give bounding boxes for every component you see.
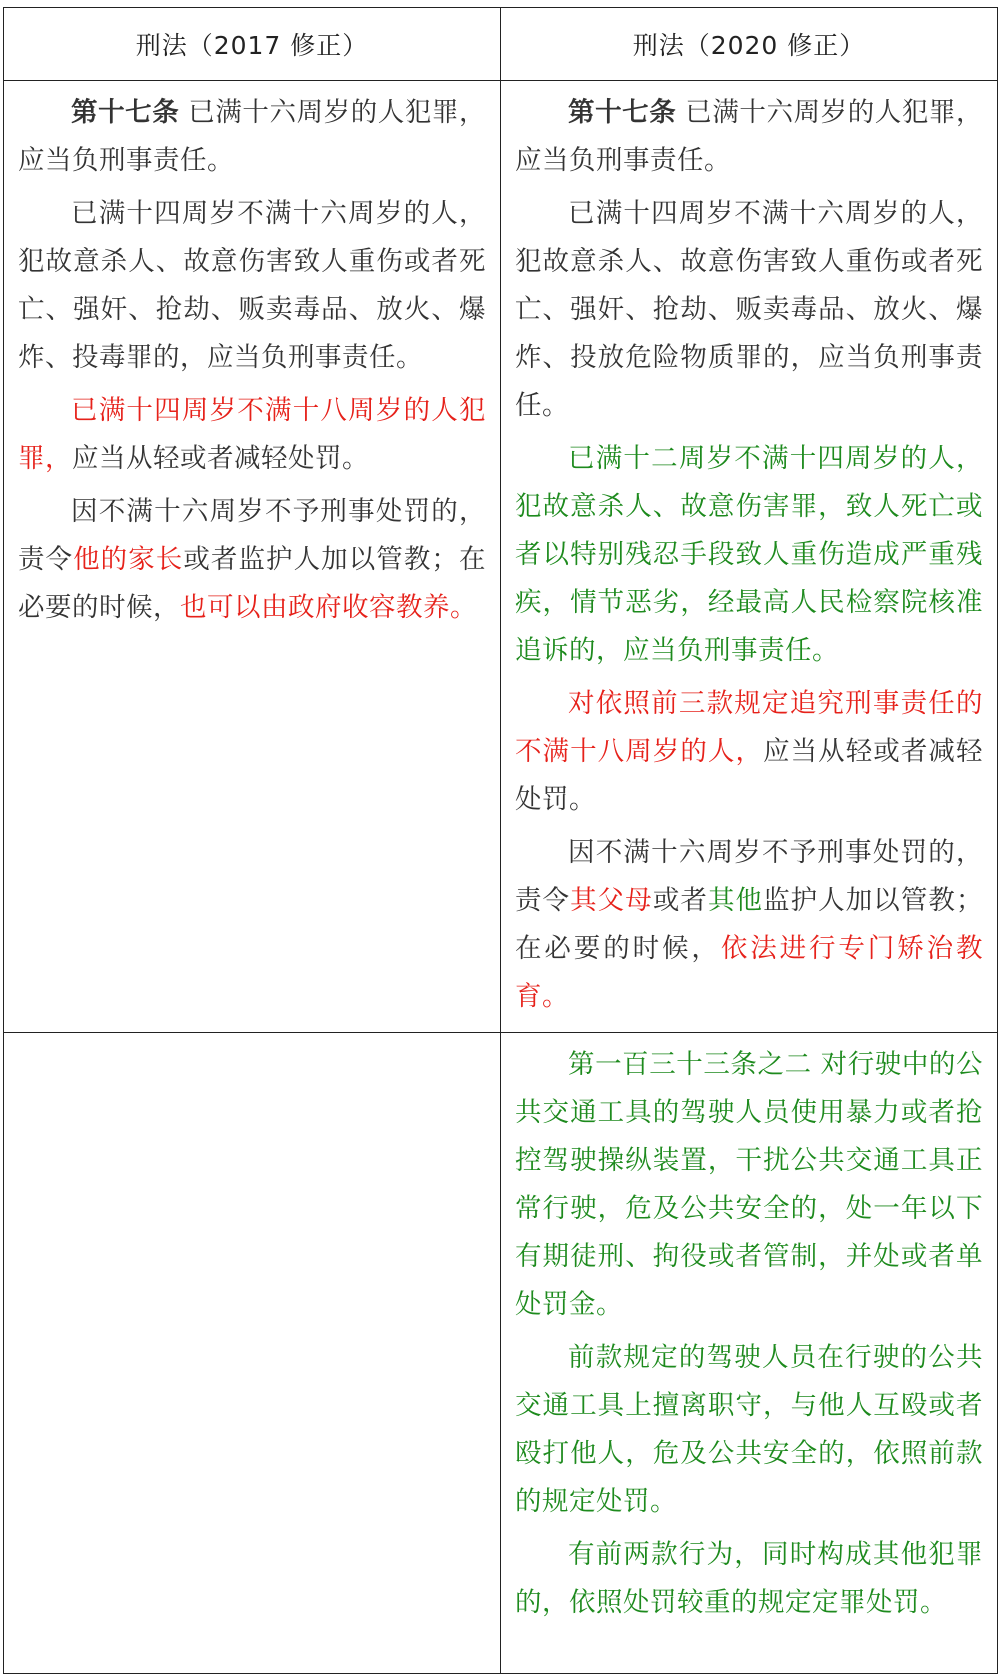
changed-text: 对依照前三款规定追究刑事责任的不满十八周岁的人， [515,688,983,767]
added-paragraph: 前款规定的驾驶人员在行驶的公共交通工具上擅离职守，与他人互殴或者殴打他人，危及公共安全的，依照前款的规定处罚。 [515,1342,983,1517]
article-number: 第十七条 [568,97,677,128]
paragraph-text: 应当从轻或者减轻处罚。 [515,736,983,815]
paragraph-text: 已满十六周岁的人犯罪，应当负刑事责任。 [515,97,983,176]
article-133-2-row [4,1033,998,1674]
paragraph [18,89,486,185]
paragraph [515,680,983,824]
article-133-2-2017-cell [4,1033,501,1674]
article-number: 第十七条 [71,97,180,128]
added-paragraph: 有前两款行为，同时构成其他犯罪的，依照处罚较重的规定定罪处罚。 [515,1539,983,1618]
added-paragraph: 已满十二周岁不满十四周岁的人，犯故意杀人、故意伤害罪，致人死亡或者以特别残忍手段致人重伤造成严重残疾，情节恶劣，经最高人民检察院核准追诉的，应当负刑事责任。 [515,443,983,666]
changed-text: 他的家长 [73,544,184,575]
article-17-2017-cell [4,81,501,1033]
paragraph-text: 因不满十六周岁不予刑事处罚的，责令 [18,496,486,575]
header-2017: 刑法（2017 修正） [4,8,501,81]
paragraph-text: 因不满十六周岁不予刑事处罚的，责令 [515,837,983,916]
added-paragraph: 第一百三十三条之二 对行驶中的公共交通工具的驾驶人员使用暴力或者抢控驾驶操纵装置，干扰公共交通工具正常行驶，危及公共安全的，处一年以下有期徒刑、拘役或者管制，并处或者单处罚金。 [515,1049,983,1320]
changed-text: 依法进行专门矫治教育。 [515,933,984,1012]
changed-text: 也可以由政府收容教养。 [180,592,477,623]
paragraph [515,829,983,1021]
paragraph-text: 或者监护人加以管教；在必要的时候， [18,544,486,623]
comparison-table [3,7,998,1674]
article-17-row [4,81,998,1033]
paragraph: 已满十四周岁不满十六周岁的人，犯故意杀人、故意伤害致人重伤或者死亡、强奸、抢劫、贩卖毒品、放火、爆炸、投毒罪的，应当负刑事责任。 [18,198,486,373]
paragraph [515,89,983,185]
changed-text: 其父母 [570,885,653,916]
paragraph-text: 已满十六周岁的人犯罪，应当负刑事责任。 [18,97,486,176]
paragraph: 已满十四周岁不满十六周岁的人，犯故意杀人、故意伤害致人重伤或者死亡、强奸、抢劫、贩卖毒品、放火、爆炸、投放危险物质罪的，应当负刑事责任。 [515,198,983,421]
changed-text: 已满十四周岁不满十八周岁的人犯罪， [18,395,486,474]
paragraph-text: 应当从轻或者减轻处罚。 [72,443,369,474]
header-row [4,8,998,81]
added-text: 其他 [707,885,764,916]
paragraph [18,387,486,483]
header-2020: 刑法（2020 修正） [501,8,998,81]
paragraph-text: 监护人加以管教；在必要的时候， [515,885,983,964]
article-133-2-2020-cell [501,1033,998,1674]
paragraph [18,488,486,632]
article-17-2020-cell [501,81,998,1033]
paragraph-text: 或者 [652,885,708,916]
